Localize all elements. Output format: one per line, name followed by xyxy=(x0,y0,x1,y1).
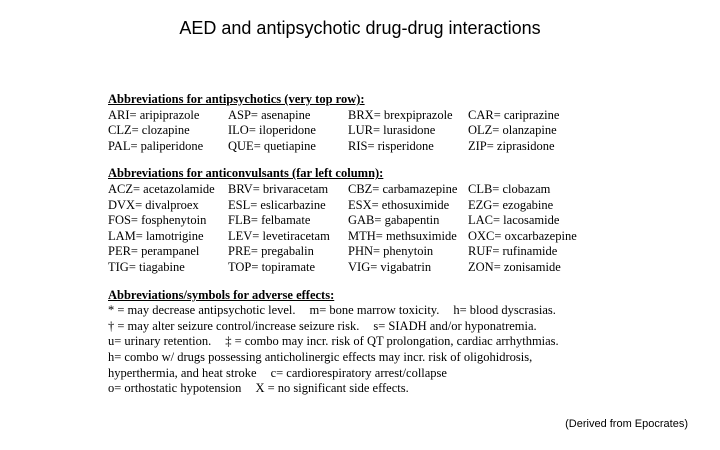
abbreviation-entry: RUF= rufinamide xyxy=(468,244,558,259)
adverse-effect-entry: † = may alter seizure control/increase seizure risk. xyxy=(108,318,360,333)
adverse-effect-entry: ‡ = combo may incr. risk of QT prolongation, cardiac arrhythmias. xyxy=(225,334,559,349)
abbreviation-entry: MTH= methsuximide xyxy=(348,228,457,243)
abbreviation-entry: OLZ= olanzapine xyxy=(468,123,557,138)
abbreviation-entry: LEV= levetiracetam xyxy=(228,228,330,243)
adverse-effect-entry: o= orthostatic hypotension xyxy=(108,381,242,396)
adverse-effects-section xyxy=(108,288,608,397)
abbreviation-row xyxy=(108,182,608,198)
adverse-effect-entry: c= cardiorespiratory arrest/collapse xyxy=(270,365,447,380)
adverse-effect-entry: m= bone marrow toxicity. xyxy=(309,303,440,318)
adverse-effect-entry: X = no significant side effects. xyxy=(255,381,409,396)
adverse-effect-line xyxy=(108,381,608,397)
page-title: AED and antipsychotic drug-drug interactions xyxy=(179,18,541,38)
abbreviation-row xyxy=(108,229,608,245)
adverse-effect-line xyxy=(108,334,608,350)
adverse-effect-line xyxy=(108,350,608,366)
anticonvulsants-section xyxy=(108,166,608,275)
abbreviation-row xyxy=(108,198,608,214)
abbreviation-entry: OXC= oxcarbazepine xyxy=(468,228,577,243)
source-credit: (Derived from Epocrates) xyxy=(565,418,688,430)
abbreviation-entry: DVX= divalproex xyxy=(108,197,199,212)
abbreviation-entry: ARI= aripiprazole xyxy=(108,107,200,122)
adverse-effect-entry: * = may decrease antipsychotic level. xyxy=(108,303,296,318)
anticonvulsants-heading: Abbreviations for anticonvulsants (far left column): xyxy=(108,166,384,181)
abbreviation-entry: CLB= clobazam xyxy=(468,181,551,196)
abbreviation-entry: FOS= fosphenytoin xyxy=(108,213,207,228)
antipsychotics-heading: Abbreviations for antipsychotics (very top row): xyxy=(108,92,365,106)
adverse-effect-entry: h= blood dyscrasias. xyxy=(453,303,556,318)
adverse-effect-line xyxy=(108,366,608,382)
abbreviation-entry: ASP= asenapine xyxy=(228,107,311,122)
abbreviation-row xyxy=(108,123,608,139)
abbreviation-row xyxy=(108,260,608,276)
abbreviations-document xyxy=(108,92,608,409)
adverse-effects-heading: Abbreviations/symbols for adverse effects: xyxy=(108,287,335,302)
abbreviation-row xyxy=(108,213,608,229)
abbreviation-entry: ESX= ethosuximide xyxy=(348,197,450,212)
abbreviation-entry: GAB= gabapentin xyxy=(348,213,440,228)
abbreviation-entry: FLB= felbamate xyxy=(228,213,311,228)
adverse-effect-line xyxy=(108,319,608,335)
abbreviation-entry: TIG= tiagabine xyxy=(108,259,185,274)
abbreviation-entry: ZON= zonisamide xyxy=(468,259,561,274)
adverse-effect-entry: h= combo w/ drugs possessing anticholinergic effects may incr. risk of oligohidrosis, xyxy=(108,349,533,364)
abbreviation-entry: CLZ= clozapine xyxy=(108,123,190,138)
abbreviation-entry: CBZ= carbamazepine xyxy=(348,181,458,196)
abbreviation-entry: CAR= cariprazine xyxy=(468,107,560,122)
abbreviation-entry: PAL= paliperidone xyxy=(108,138,204,153)
abbreviation-entry: VIG= vigabatrin xyxy=(348,259,432,274)
abbreviation-entry: ESL= eslicarbazine xyxy=(228,197,326,212)
abbreviation-entry: PHN= phenytoin xyxy=(348,244,434,259)
abbreviation-entry: RIS= risperidone xyxy=(348,138,434,153)
abbreviation-entry: BRV= brivaracetam xyxy=(228,181,329,196)
abbreviation-entry: ACZ= acetazolamide xyxy=(108,181,215,196)
adverse-effect-line xyxy=(108,303,608,319)
abbreviation-entry: ILO= iloperidone xyxy=(228,123,316,138)
abbreviation-row xyxy=(108,244,608,260)
abbreviation-entry: LAM= lamotrigine xyxy=(108,228,204,243)
abbreviation-entry: EZG= ezogabine xyxy=(468,197,554,212)
antipsychotics-section xyxy=(108,92,608,154)
adverse-effect-entry: s= SIADH and/or hyponatremia. xyxy=(373,318,537,333)
abbreviation-entry: QUE= quetiapine xyxy=(228,138,316,153)
abbreviation-row xyxy=(108,139,608,155)
adverse-effect-entry: u= urinary retention. xyxy=(108,334,212,349)
abbreviation-entry: ZIP= ziprasidone xyxy=(468,138,555,153)
adverse-effect-entry: hyperthermia, and heat stroke xyxy=(108,365,257,380)
abbreviation-entry: LUR= lurasidone xyxy=(348,123,436,138)
abbreviation-entry: PER= perampanel xyxy=(108,244,200,259)
abbreviation-entry: LAC= lacosamide xyxy=(468,213,560,228)
abbreviation-row xyxy=(108,108,608,124)
abbreviation-entry: TOP= topiramate xyxy=(228,259,316,274)
abbreviation-entry: PRE= pregabalin xyxy=(228,244,314,259)
abbreviation-entry: BRX= brexpiprazole xyxy=(348,107,453,122)
